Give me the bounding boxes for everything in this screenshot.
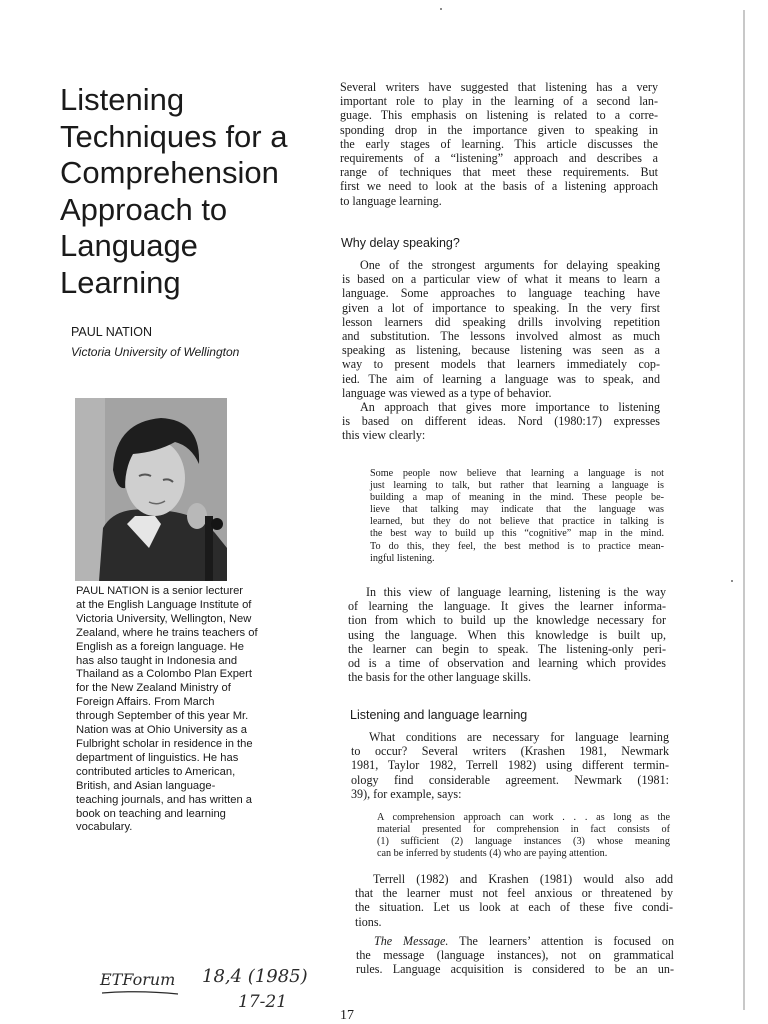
text-line: of learning the language. It gives the learner informa- — [348, 599, 666, 614]
text-line: given a lot of importance to speaking. In the very first — [342, 300, 660, 315]
bio-line: Foreign Affairs. From March — [76, 696, 215, 709]
text-line: important role to play in the learning of a second lan- — [340, 94, 658, 109]
text-line: the basis for the other language skills. — [348, 670, 532, 685]
text-line: to language learning. — [340, 193, 442, 208]
intro-paragraph — [340, 80, 658, 208]
author-name: PAUL NATION — [71, 325, 153, 339]
handwritten-issue: 18,4 (1985) — [202, 966, 308, 987]
text-line: is based on a particular view of what it means to learn a — [342, 272, 660, 287]
section-heading: Why delay speaking? — [341, 236, 460, 250]
handwritten-citation — [100, 962, 330, 1018]
title-line: Comprehension — [60, 155, 279, 190]
text-line: tion from which to build up the knowledge necessary for — [348, 613, 666, 628]
text-line: speaking as listening, because listening was seen as a — [342, 343, 660, 358]
text-line: requirements of a “listening” approach and describes a — [340, 151, 658, 166]
page-number: 17 — [340, 1008, 354, 1023]
text-line: 1981, Taylor 1982, Terrell 1982) using different termin- — [351, 758, 669, 773]
bio-line: British, and Asian language- — [76, 779, 216, 792]
quote-line: can be inferred by students (4) who are paying attention. — [377, 848, 608, 860]
text-line: language was viewed as a type of behavior. — [342, 385, 552, 400]
quote-line: To do this, they feel, the best method is to practice mean- — [370, 540, 664, 552]
text-line: lesson learners did speaking drills involving repetition — [342, 314, 660, 329]
bio-line: through September of this year Mr. — [76, 710, 249, 723]
bio-line: has also taught in Indonesia and — [76, 654, 238, 667]
text-line: rules. Language acquisition is considered to be an un- — [356, 962, 674, 977]
text-line: this view clearly: — [342, 428, 426, 443]
quote-line: Some people now believe that learning a language is not — [370, 468, 664, 479]
bio-line: English as a foreign language. He — [76, 640, 244, 653]
quote-line: just learning to talk, but rather that learning a language is — [370, 480, 664, 492]
section-3-paragraph — [355, 872, 673, 929]
text-line: the situation. Let us look at each of these five condi- — [355, 900, 673, 915]
text-line: the learner can begin to speak. The listening-only peri- — [348, 641, 666, 656]
section-1-paragraph — [342, 258, 660, 443]
handwritten-journal: ETForum — [100, 970, 176, 989]
article-title — [60, 82, 330, 301]
text-line: ied. The aim of learning a language was to speak, and — [342, 371, 660, 386]
page-edge-line — [743, 10, 745, 1010]
text-line: od is a time of observation and learning which provides — [348, 656, 666, 671]
author-photo — [75, 398, 227, 581]
text-line: is based on different ideas. Nord (1980:17) expresses — [342, 414, 660, 429]
bio-line: at the English Language Institute of — [76, 598, 252, 611]
quote-line: lieve that talking may indicate that the language was — [370, 504, 664, 516]
bio-line: teaching journals, and has written a — [76, 793, 253, 806]
author-affiliation: Victoria University of Wellington — [71, 345, 240, 359]
text-line: way to present models that learners immediately cop- — [342, 357, 660, 372]
title-line: Learning — [60, 264, 181, 300]
text-line: to occur? Several writers (Krashen 1981, Newmark — [351, 744, 669, 759]
section-heading: Listening and language learning — [350, 708, 528, 722]
run-in-heading: The Message. — [374, 934, 449, 948]
text-line: that the learner must not feel anxious or threatened by — [355, 886, 673, 901]
quote-line: learned, but they do not believe that practice in talking is — [370, 516, 664, 528]
bio-line: Victoria University, Wellington, New — [76, 612, 252, 625]
bio-line: department of linguistics. He has — [76, 751, 239, 764]
block-quote-newmark — [377, 812, 670, 860]
section-2-paragraph — [351, 730, 669, 801]
bio-line: PAUL NATION is a senior lecturer — [76, 585, 244, 597]
text-line: guage. This emphasis on listening is related to a corre- — [340, 108, 658, 123]
title-line: Language — [60, 228, 198, 263]
text-line — [356, 934, 674, 948]
text-line: Terrell (1982) and Krashen (1981) would also add — [373, 872, 673, 886]
handwritten-underline — [100, 990, 180, 996]
bio-line: Fulbright scholar in residence in the — [76, 737, 253, 750]
text-line: the message (language instances), not on grammatical — [356, 948, 674, 963]
quote-line: (1) sufficient (2) language instances (3) whose meaning — [377, 836, 670, 848]
quote-line: A comprehension approach can work . . . as long as the — [377, 812, 670, 823]
text-line: sponding drop in the importance given to speaking in — [340, 122, 658, 137]
quote-line: building a map of meaning in the mind. These people be- — [370, 492, 664, 504]
block-quote-nord — [370, 468, 664, 565]
text-line: One of the strongest arguments for delaying speaking — [360, 258, 660, 272]
text-line: using the language. When this knowledge is built up, — [348, 627, 666, 642]
text-run: The learners’ attention is focused on — [448, 934, 674, 948]
text-line: the early stages of learning. This article discusses the — [340, 136, 658, 151]
text-line: An approach that gives more importance to listening — [360, 400, 660, 415]
text-line: What conditions are necessary for language learning — [369, 730, 669, 744]
section-4-paragraph — [356, 934, 674, 977]
bio-line: vocabulary. — [76, 821, 133, 834]
bio-line: contributed articles to American, — [76, 765, 236, 778]
text-line: In this view of language learning, listening is the way — [366, 585, 666, 599]
bio-line: Zealand, where he trains teachers of — [76, 626, 258, 639]
title-line: Techniques for a — [60, 118, 288, 154]
text-line: range of techniques that meet these requirements. But — [340, 165, 658, 180]
text-line: tions. — [355, 914, 382, 929]
text-line: 39), for example, says: — [351, 786, 462, 801]
handwritten-pages: 17-21 — [238, 992, 288, 1012]
text-line: and substitution. The lessons involved almost as much — [342, 329, 660, 344]
scan-speck — [731, 580, 733, 582]
bio-line: Thailand as a Colombo Plan Expert — [76, 668, 252, 681]
quote-line: material presented for comprehension in fact consists of — [377, 824, 670, 836]
bio-line: for the New Zealand Ministry of — [76, 682, 231, 695]
bio-line: Nation was at Ohio University as a — [76, 724, 247, 737]
text-line: ology find considerable agreement. Newmark (1981: — [351, 772, 669, 787]
section-1-continued-paragraph — [348, 585, 666, 684]
text-line: first we need to look at the basis of a listening approach — [340, 179, 658, 194]
quote-line: ingful listening. — [370, 552, 435, 564]
text-line: Several writers have suggested that listening has a very — [340, 80, 658, 94]
title-line: Listening — [60, 82, 185, 117]
author-bio — [76, 585, 306, 835]
text-line: language. Some approaches to language teaching have — [342, 286, 660, 301]
bio-line: book on teaching and learning — [76, 807, 226, 820]
scan-speck — [440, 8, 442, 10]
quote-line: the best way to build up this “cognitive” map in the mind. — [370, 528, 664, 540]
title-line: Approach to — [60, 191, 228, 227]
